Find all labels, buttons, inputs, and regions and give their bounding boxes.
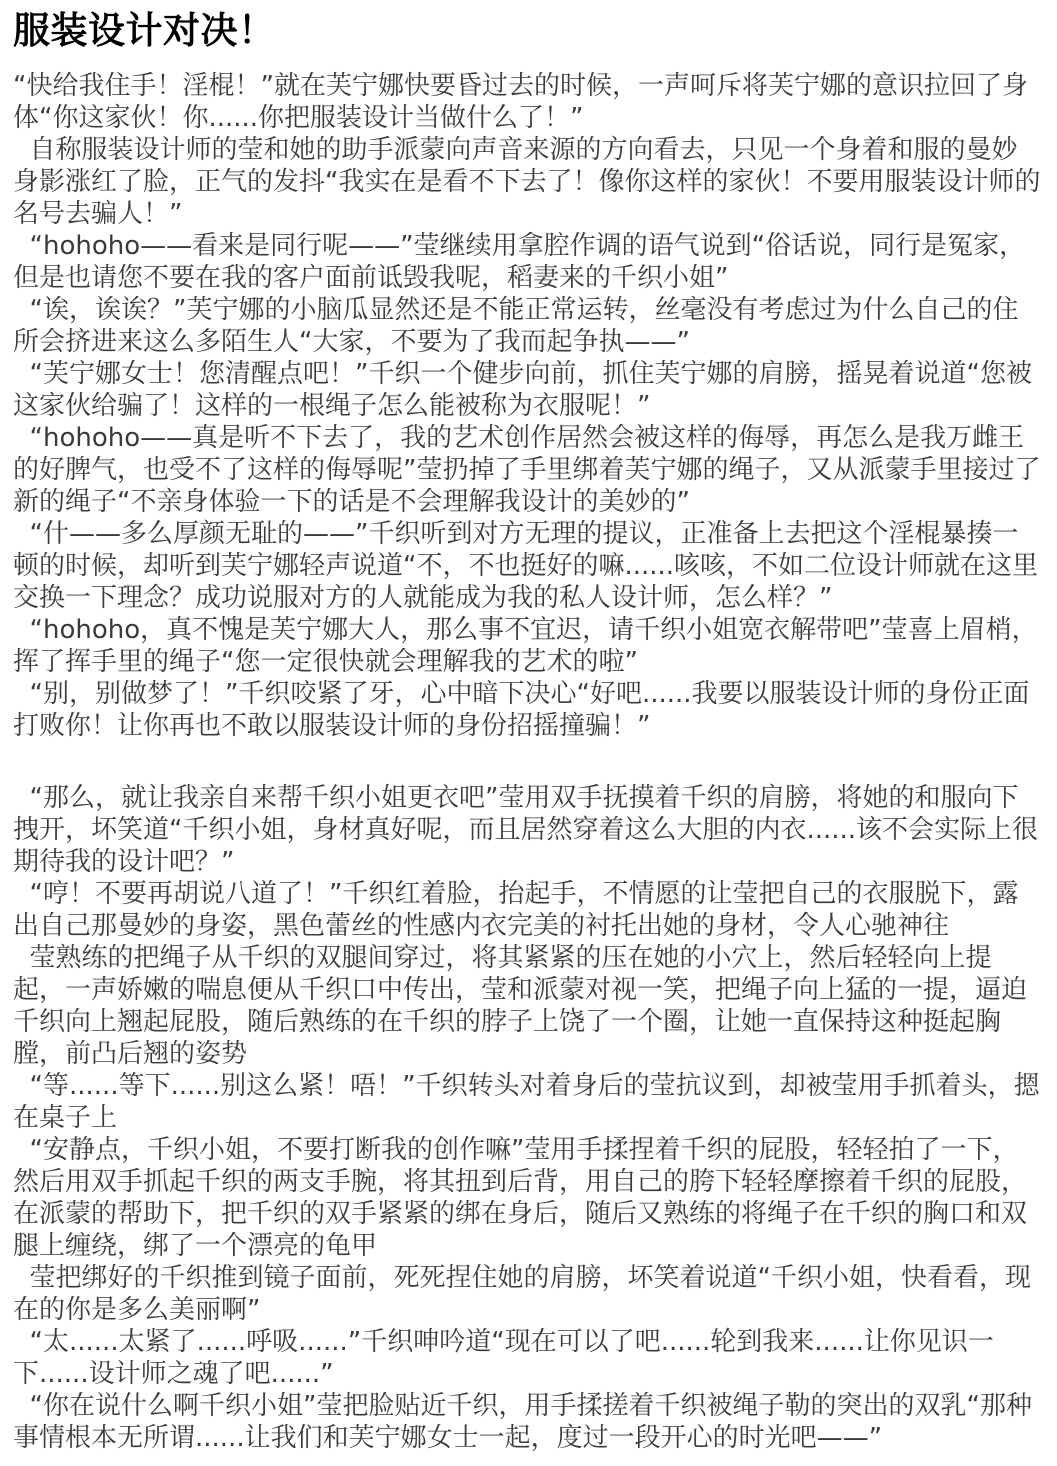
paragraph: “别，别做梦了！”千织咬紧了牙，心中暗下决心“好吧......我要以服装设计师的身份正面打败你！让你再也不敢以服装设计师的身份招摇撞骗！” xyxy=(13,679,1030,741)
paragraph: “什——多么厚颜无耻的——”千织听到对方无理的提议，正准备上去把这个淫棍暴揍一顿的时候，却听到芙宁娜轻声说道“不，不也挺好的嘛......咳咳，不如二位设计师就在这里交换一下理念？成功说服对方的人就能成为我的私人设计师，怎么样？” xyxy=(13,519,1039,613)
paragraph: “诶，诶诶？”芙宁娜的小脑瓜显然还是不能正常运转，丝毫没有考虑过为什么自己的住所会挤进来这么多陌生人“大家，不要为了我而起争执——” xyxy=(13,295,1019,357)
paragraph: 自称服装设计师的莹和她的助手派蒙向声音来源的方向看去，只见一个身着和服的曼妙身影涨红了脸，正气的发抖“我实在是看不下去了！像你这样的家伙！不要用服装设计师的名号去骗人！” xyxy=(13,135,1041,229)
paragraph: 莹把绑好的千织推到镜子面前，死死捏住她的肩膀，坏笑着说道“千织小姐，快看看，现在的你是多么美丽啊” xyxy=(13,1263,1032,1325)
page-title: 服装设计对决！ xyxy=(13,9,276,52)
paragraph: “你在说什么啊千织小姐”莹把脸贴近千织，用手揉搓着千织被绳子勒的突出的双乳“那种事情根本无所谓......让我们和芙宁娜女士一起，度过一段开心的时光吧——” xyxy=(13,1391,1032,1453)
paragraph: “等......等下......别这么紧！唔！”千织转头对着身后的莹抗议到，却被莹用手抓着头，摁在桌子上 xyxy=(13,1071,1040,1133)
paragraph: “安静点，千织小姐，不要打断我的创作嘛”莹用手揉捏着千织的屁股，轻轻拍了一下，然后用双手抓起千织的两支手腕，将其扭到后背，用自己的胯下轻轻摩擦着千织的屁股，在派蒙的帮助下，把千织的双手紧紧的绑在身后，随后又熟练的将绳子在千织的胸口和双腿上缠绕，绑了一个漂亮的龟甲 xyxy=(13,1135,1028,1261)
paragraph: “hohoho——真是听不下去了，我的艺术创作居然会被这样的侮辱，再怎么是我万雌王的好脾气，也受不了这样的侮辱呢”莹扔掉了手里绑着芙宁娜的绳子，又从派蒙手里接过了新的绳子“不亲身体验一下的话是不会理解我设计的美妙的” xyxy=(13,423,1041,517)
paragraph: “那么，就让我亲自来帮千织小姐更衣吧”莹用双手抚摸着千织的肩膀，将她的和服向下拽开，坏笑道“千织小姐，身材真好呢，而且居然穿着这么大胆的内衣......该不会实际上很期待我的设计吧？” xyxy=(13,783,1039,877)
paragraph: “快给我住手！淫棍！”就在芙宁娜快要昏过去的时候，一声呵斥将芙宁娜的意识拉回了身体“你这家伙！你......你把服装设计当做什么了！” xyxy=(13,71,1028,133)
paragraph: “hohoho——看来是同行呢——”莹继续用拿腔作调的语气说到“俗话说，同行是冤家，但是也请您不要在我的客户面前诋毁我呢，稻妻来的千织小姐” xyxy=(13,231,1026,293)
paragraph-list xyxy=(13,70,1043,1454)
paragraph: “哼！不要再胡说八道了！”千织红着脸，抬起手，不情愿的让莹把自己的衣服脱下，露出自己那曼妙的身姿，黑色蕾丝的性感内衣完美的衬托出她的身材，令人心驰神往 xyxy=(13,879,1019,941)
paragraph-spacer xyxy=(13,742,1043,782)
paragraph: “太......太紧了......呼吸......”千织呻吟道“现在可以了吧......轮到我来......让你见识一下......设计师之魂了吧......” xyxy=(13,1327,994,1389)
paragraph: “hohoho，真不愧是芙宁娜大人，那么事不宜迟，请千织小姐宽衣解带吧”莹喜上眉梢，挥了挥手里的绳子“您一定很快就会理解我的艺术的啦” xyxy=(13,615,1038,677)
paragraph: “芙宁娜女士！您清醒点吧！”千织一个健步向前，抓住芙宁娜的肩膀，摇晃着说道“您被这家伙给骗了！这样的一根绳子怎么能被称为衣服呢！” xyxy=(13,359,1032,421)
paragraph: 莹熟练的把绳子从千织的双腿间穿过，将其紧紧的压在她的小穴上，然后轻轻向上提起，一声娇嫩的喘息便从千织口中传出，莹和派蒙对视一笑，把绳子向上猛的一提，逼迫千织向上翘起屁股，随后熟练的在千织的脖子上饶了一个圈，让她一直保持这种挺起胸膛，前凸后翘的姿势 xyxy=(13,943,1028,1069)
